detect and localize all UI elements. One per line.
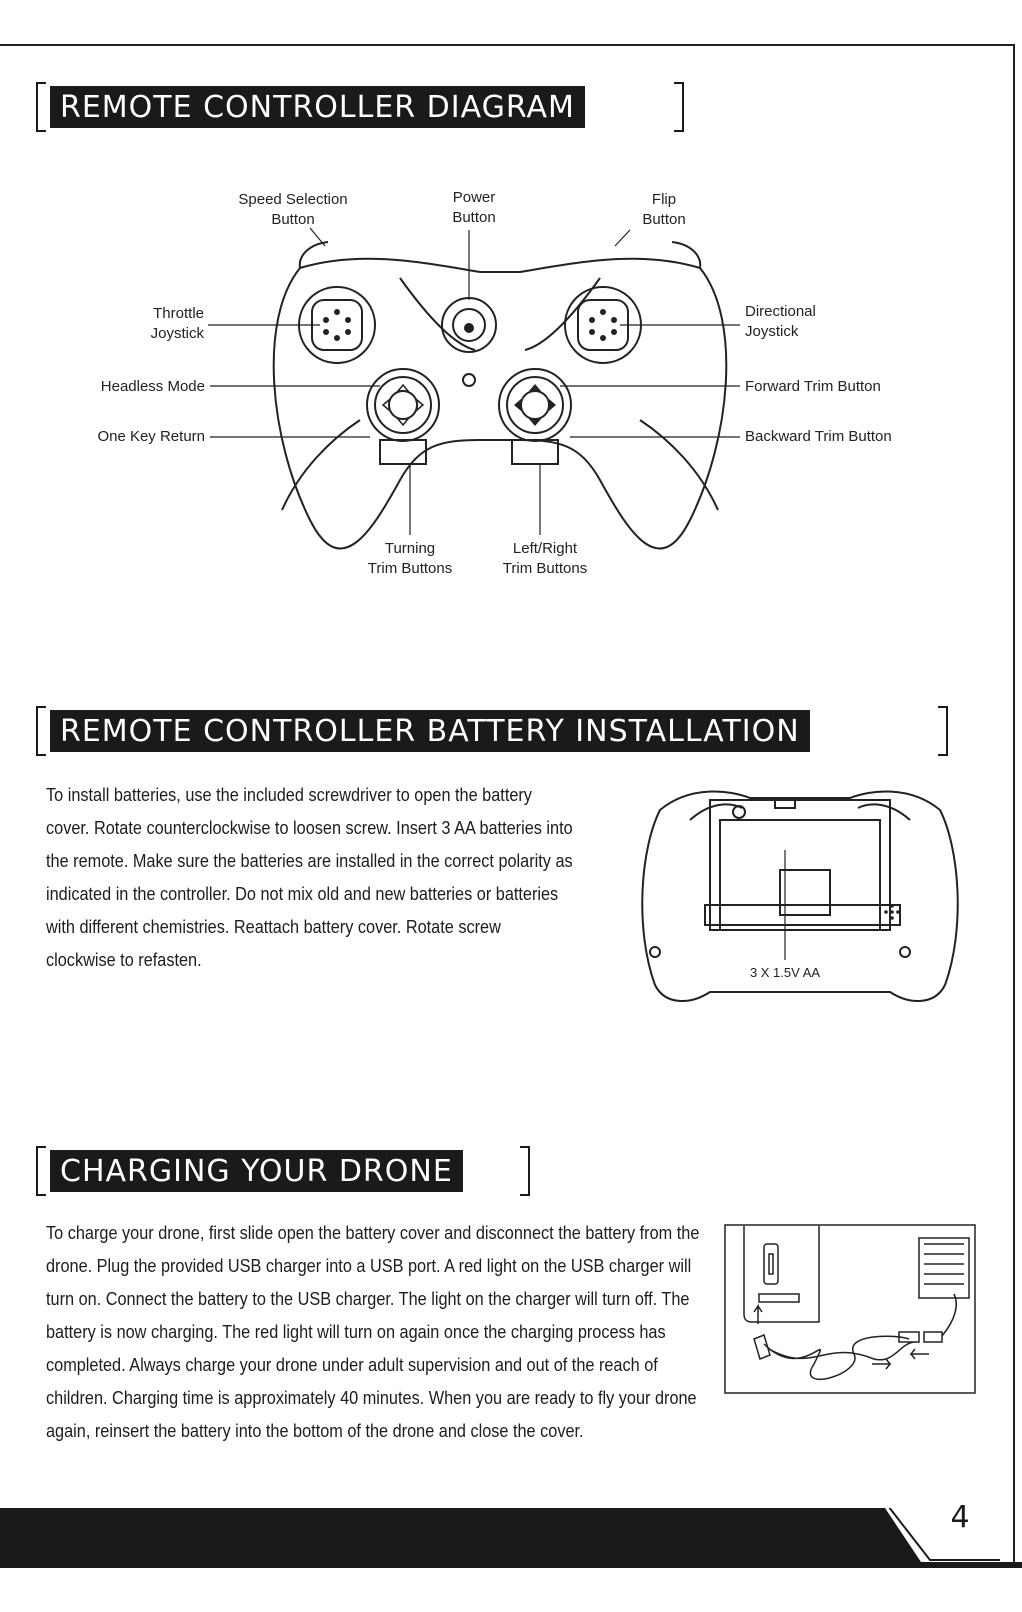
- label-backward-trim: Backward Trim Button: [745, 428, 892, 445]
- battery-compartment-figure: [630, 780, 970, 1020]
- heading-controller-diagram: [36, 82, 684, 132]
- heading-charging: [36, 1146, 530, 1196]
- controller-diagram: [0, 170, 1022, 590]
- label-left-right-trim: Left/Right Trim Buttons: [502, 540, 588, 577]
- label-directional: Directional Joystick: [745, 303, 816, 340]
- battery-instructions: To install batteries, use the included screwdriver to open the battery cover. Rotate counterclockwise to loosen screw. Insert 3 AA batteries into the remote. Make sure the batteries are installed in the correct polarity as indicated in the controller. Do not mix old and new batteries or batteries with different chemistries. Reattach battery cover. Rotate screw clockwise to refasten.: [46, 784, 573, 970]
- charging-figure: [724, 1224, 976, 1394]
- battery-spec-label: 3 X 1.5V AA: [749, 965, 821, 980]
- label-throttle: Throttle Joystick: [150, 305, 204, 342]
- heading-text: REMOTE CONTROLLER BATTERY INSTALLATION: [50, 710, 810, 752]
- footer-band: [0, 1508, 1022, 1568]
- label-one-key-return: One Key Return: [97, 428, 205, 445]
- label-turning-trim: Turning Trim Buttons: [367, 540, 453, 577]
- label-flip: Flip Button: [642, 191, 686, 228]
- label-power: Power Button: [452, 189, 496, 226]
- charging-instructions: To charge your drone, first slide open the battery cover and disconnect the battery from the drone. Plug the provided USB charger into a USB port. A red light on the USB charger will turn on. Connect the battery to the USB charger. The light on the charger will turn off. The battery is now charging. The red light will turn on again once the charging process has completed. Always charge your drone under adult supervision and out of the reach of children. Charging time is approximately 40 minutes. When you are ready to fly your drone again, reinsert the battery into the bottom of the drone and close the cover.: [46, 1222, 700, 1441]
- label-headless: Headless Mode: [100, 378, 205, 395]
- heading-text: CHARGING YOUR DRONE: [50, 1150, 463, 1192]
- heading-text: REMOTE CONTROLLER DIAGRAM: [50, 86, 585, 128]
- label-forward-trim: Forward Trim Button: [745, 378, 881, 395]
- page-number: 4: [950, 1500, 970, 1535]
- heading-battery-installation: [36, 706, 948, 756]
- label-speed-selection: Speed Selection Button: [238, 191, 348, 228]
